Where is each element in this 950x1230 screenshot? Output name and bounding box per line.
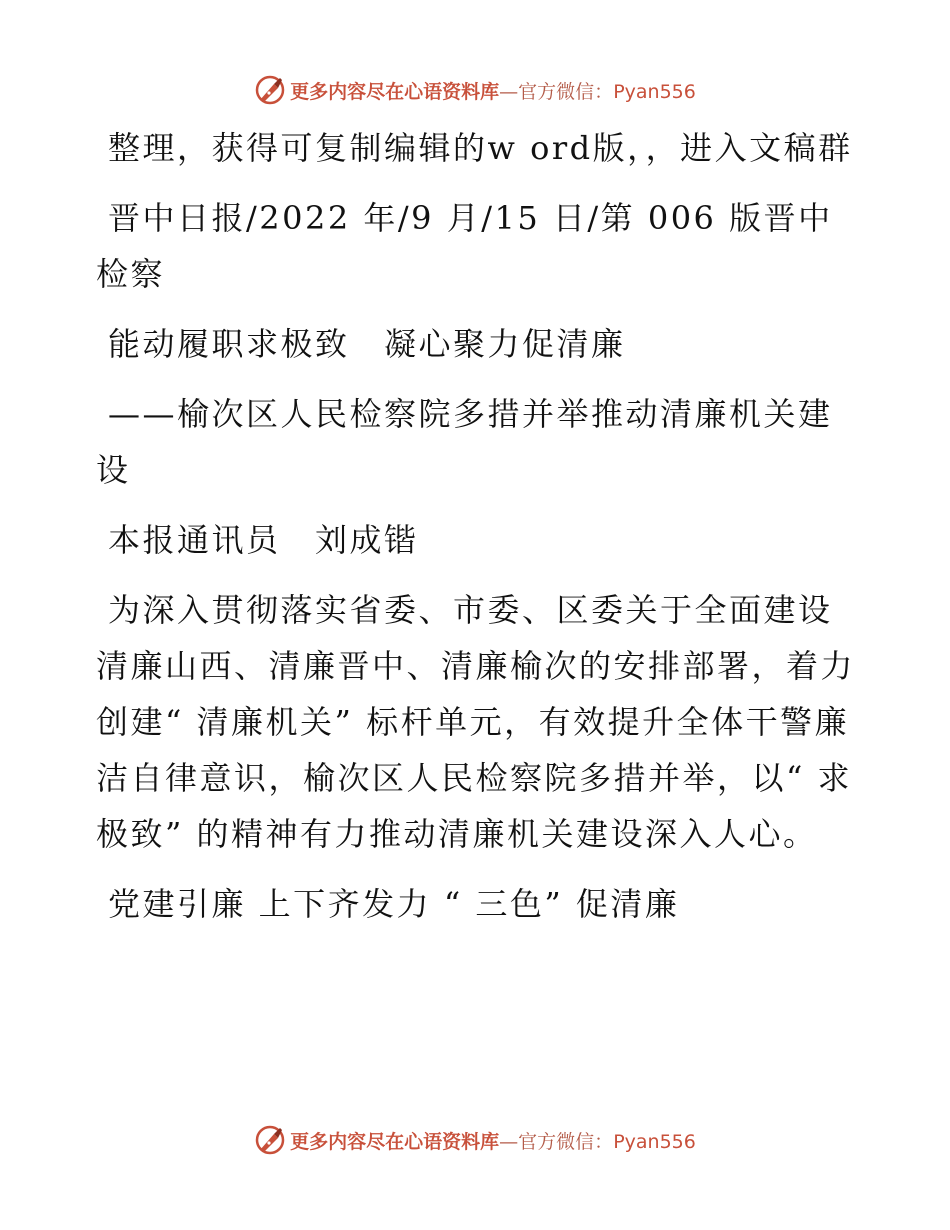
watermark-main-text: 更多内容尽在心语资料库 (290, 1130, 500, 1153)
pen-nib-logo-icon (254, 74, 286, 106)
footer-watermark (0, 1120, 950, 1160)
intro-note: 整理，获得可复制编辑的w ord版，，进入文稿群 (108, 129, 853, 167)
watermark-separator: — (499, 80, 519, 103)
watermark-wechat-id: Pyan556 (613, 1130, 696, 1153)
section-heading: 党建引廉 上下齐发力 “ 三色” 促清廉 (108, 885, 680, 923)
byline: 本报通讯员 刘成锴 (108, 521, 419, 559)
watermark-text (290, 77, 696, 104)
watermark-wechat-id: Pyan556 (613, 80, 696, 103)
body-paragraph: 为深入贯彻落实省委、市委、区委关于全面建设清廉山西、清廉晋中、清廉榆次的安排部署，着力创建“ 清廉机关” 标杆单元，有效提升全体干警廉洁自律意识，榆次区人民检察院多措并举，以“ 求极致” 的精神有力推动清廉机关建设深入人心。 (96, 591, 856, 853)
header-watermark (0, 70, 950, 110)
article-title: 能动履职求极致 凝心聚力促清廉 (108, 325, 626, 363)
watermark-separator: — (499, 1130, 519, 1153)
watermark-label: 官方微信： (518, 1130, 614, 1153)
watermark-main-text: 更多内容尽在心语资料库 (290, 80, 500, 103)
watermark-label: 官方微信： (518, 80, 614, 103)
watermark-text (290, 1127, 696, 1154)
pen-nib-logo-icon (254, 1124, 286, 1156)
document-body (96, 120, 856, 946)
source-line: 晋中日报/2022 年/9 月/15 日/第 006 版晋中检察 (96, 199, 833, 293)
article-subtitle: ——榆次区人民检察院多措并举推动清廉机关建设 (96, 395, 833, 489)
